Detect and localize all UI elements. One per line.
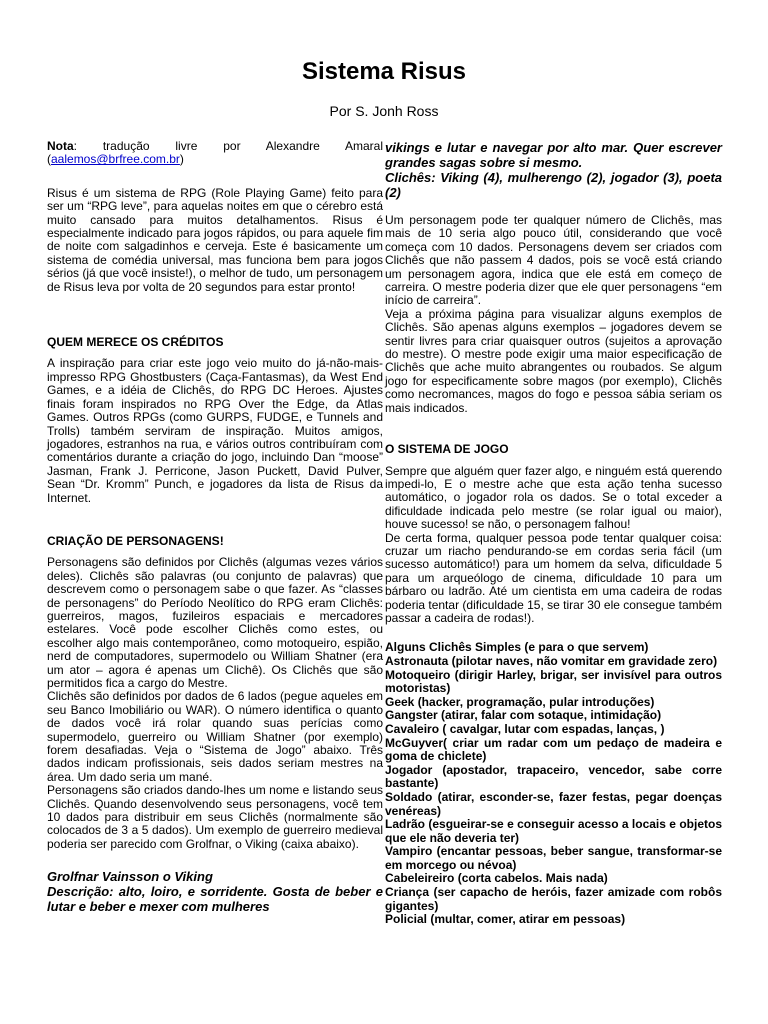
credits-heading: QUEM MERECE OS CRÉDITOS [47, 335, 224, 350]
system-paragraph-1: Sempre que alguém quer fazer algo, e ninguém está querendo impedi-lo, E o mestre ache que esta ação tenha sucesso automático, o jogador rola os dados. Se o total exceder a dificuldade indicada pelo mestre (se rolar igual ou maior), houve sucesso! se não, o personagem falhou! [385, 463, 722, 532]
creation-heading: CRIAÇÃO DE PERSONAGENS! [47, 533, 224, 548]
creation-paragraph-1: Personagens são definidos por Clichês (algumas vezes vários deles). Clichês são palavras (ou conjunto de palavras) que descrevem como o personagem sabe o que fazer. As “classes de personagens” do Período Neolítico do RPG eram Clichês: guerreiros, magos, fuzileiros espaciais e mercadores estelares. Você pode escolher Clichês como estes, ou escolher algo mais contemporâneo, como motoqueiro, espião, nerd de computadores, supermodelo ou William Shatner (era um ator – agora é apenas um Clichê). Os Clichês que são permitidos fica a cargo do Mestre. [47, 555, 383, 690]
credits-paragraph: A inspiração para criar este jogo veio muito do já-não-mais-impresso RPG Ghostbusters (Caça-Fantasmas), da West End Games, e a idéia de Clichês, do RPG DC Heroes. Ajustes finais foram inspirados no RPG Over the Edge, da Atlas Games. Outros RPGs (como GURPS, FUDGE, e Tunnels and Trolls) também serviram de inspiração. Muitos amigos, jogadores, estranhos na rua, e vários outros contribuíram com comentários durante a criação do jogo, incluindo Dan “moose” Jasman, Frank J. Perricone, Jason Puckett, David Pulver, Sean “Dr. Kromm” Punch, e jogadores da lista de Risus da Internet. [47, 356, 383, 505]
creation-paragraph-3: Personagens são criados dando-lhes um nome e listando seus Clichês. Quando desenvolvendo seus personagens, você tem 10 dados para distribuir em seus Clichês (normalmente são colocados de 3 a 5 dados). Um exemplo de guerreiro medieval poderia ser parecido com Grolfnar, o Viking (caixa abaixo). [47, 783, 383, 851]
list-item: Gangster (atirar, falar com sotaque, intimidação) [385, 708, 662, 723]
note-label: Nota [47, 139, 74, 153]
list-item: Vampiro (encantar pessoas, beber sangue, transformar-se em morcego ou névoa) [385, 844, 722, 872]
viking-cliches: Clichês: Viking (4), mulherengo (2), jogador (3), poeta (2) [385, 170, 722, 200]
simple-cliches-heading: Alguns Clichês Simples (e para o que servem) [385, 640, 649, 655]
document-author: Por S. Jonh Ross [329, 103, 439, 119]
viking-description-continued: vikings e lutar e navegar por alto mar. Quer escrever grandes sagas sobre si mesmo. [385, 140, 722, 170]
cliches-paragraph-2: Veja a próxima página para visualizar alguns exemplos de Clichês. São apenas alguns exemplos – jogadores devem se sentir livres para criar quaisquer outros (sujeitos a aprovação do mestre). O mestre pode exigir uma maior especificação de Clichês que ache muito abrangentes ou roubados. Se algum jogo for especificamente sobre magos (por exemplo), Clichês como necromances, magos do fogo e pessoa sábia seriam os mais indicados. [385, 306, 722, 415]
system-paragraph-2: De certa forma, qualquer pessoa pode tentar qualquer coisa: cruzar um riacho pendurando-se em cordas seria fácil (um sucesso automático!) para um homem da selva, dificuldade 5 para um arqueólogo de cinema, dificuldade 10 para um bárbaro ou ladrão. Até um cientista em uma cadeira de rodas poderia tentar (dificuldade 15, se tirar 30 ele consegue também passar a cadeira de rodas!). [385, 530, 722, 625]
list-item: Astronauta (pilotar naves, não vomitar em gravidade zero) [385, 653, 718, 668]
list-item: Cavaleiro ( cavalgar, lutar com espadas, lanças, ) [385, 721, 665, 736]
translator-email-link[interactable]: aalemos@brfree.com.br [51, 152, 180, 167]
intro-paragraph: Risus é um sistema de RPG (Role Playing Game) feito para ser um “RPG leve”, para aquelas noites em que o cérebro está muito cansado para muitos detalhamentos. Risus é especialmente indicado para jogos rápidos, ou para aquele fim de noite com salgadinhos e cerveja. Este é basicamente um sistema de comédia universal, mas funciona bem para jogos sérios (já que você insiste!), o melhor de tudo, um personagem de Risus leva por volta de 20 segundos para estar pronto! [47, 185, 383, 294]
document-title: Sistema Risus [301, 58, 467, 85]
translation-note [47, 140, 383, 167]
list-item: Jogador (apostador, trapaceiro, vencedor, sabe corre bastante) [385, 762, 722, 791]
left-column [47, 140, 383, 914]
list-item: Cabeleireiro (corta cabelos. Mais nada) [385, 871, 608, 886]
list-item: Soldado (atirar, esconder-se, fazer festas, pegar doenças venéreas) [385, 789, 722, 818]
viking-description: Descrição: alto, loiro, e sorridente. Gosta de beber e lutar e beber e mexer com mulheres [47, 884, 383, 915]
viking-name: Grolfnar Vainsson o Viking [47, 869, 213, 885]
list-item: Ladrão (esgueirar-se e conseguir acesso a locais e objetos que ele não deveria ter) [385, 817, 722, 845]
simple-cliches-list [385, 641, 722, 926]
list-item: Motoqueiro (dirigir Harley, brigar, ser invisível para outros motoristas) [385, 667, 722, 696]
note-close: ) [179, 152, 184, 167]
note-text: : tradução livre por Alexandre Amaral ( [47, 139, 383, 167]
list-item: Geek (hacker, programação, pular introduções) [385, 694, 655, 709]
list-item: Criança (ser capacho de heróis, fazer amizade com robôs gigantes) [385, 885, 722, 913]
list-item: McGuyver( criar um radar com um pedaço de madeira e goma de chiclete) [385, 735, 722, 764]
right-column [385, 140, 722, 927]
list-item: Policial (multar, comer, atirar em pessoas) [385, 912, 626, 927]
cliches-paragraph-1: Um personagem pode ter qualquer número de Clichês, mas mais de 10 seria algo pouco útil, considerando que você começa com 10 dados. Personagens devem ser criados com Clichês que não passem 4 dados, pois se você está criando um personagem agora, indica que ele está em começo de carreira. O mestre poderia dizer que ele quer personagens “em início de carreira”. [385, 213, 722, 308]
system-heading: O SISTEMA DE JOGO [385, 442, 509, 457]
creation-paragraph-2: Clichês são definidos por dados de 6 lados (pegue aqueles em seu Banco Imobiliário ou WAR). O número identifica o quanto de dados você irá rolar quando suas perícias como supermodelo, guerreiro ou William Shatner (por exemplo) forem desafiadas. Veja o “Sistema de Jogo” abaixo. Três dados indicam profissionais, seis dados seriam mestres na área. Um dado seria um mané. [47, 689, 383, 784]
